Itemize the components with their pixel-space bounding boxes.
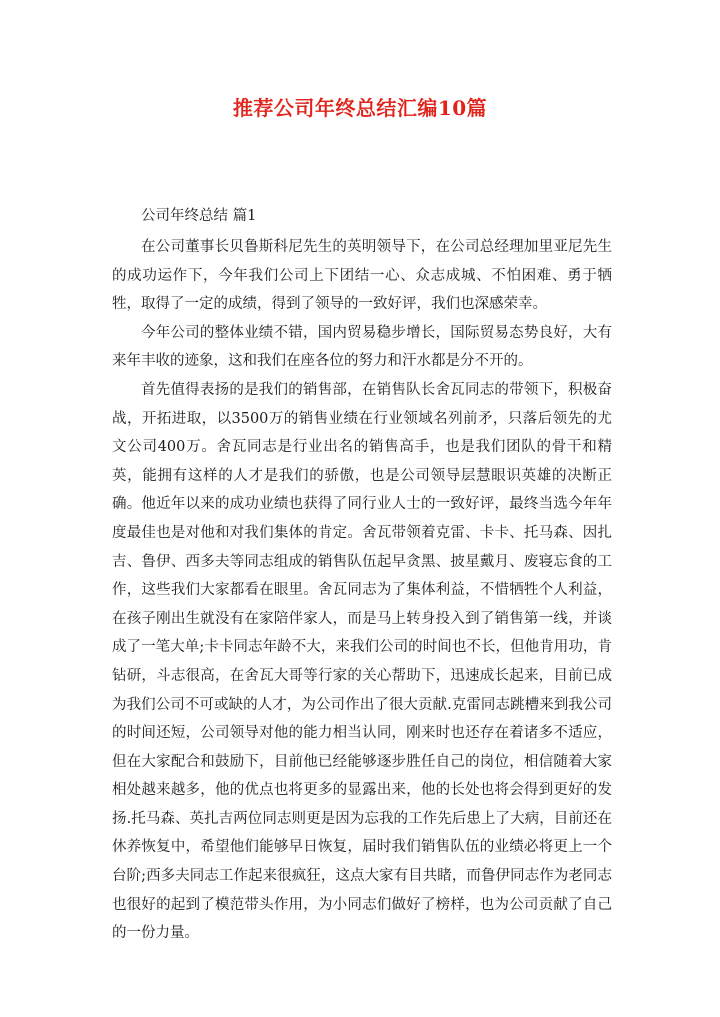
document-title: 推荐公司年终总结汇编10篇 xyxy=(232,96,488,120)
document-body xyxy=(112,233,612,948)
section-heading: 公司年终总结 篇1 xyxy=(141,208,257,224)
paragraph: 今年公司的整体业绩不错，国内贸易稳步增长，国际贸易态势良好，大有来年丰收的迹象，这和我们在座各位的努力和汗水都是分不开的。 xyxy=(112,324,612,370)
paragraph: 在公司董事长贝鲁斯科尼先生的英明领导下，在公司总经理加里亚尼先生的成功运作下，今年我们公司上下团结一心、众志成城、不怕困难、勇于牺牲，取得了一定的成绩，得到了领导的一致好评，我们也深感荣幸。 xyxy=(112,239,612,313)
paragraph: 首先值得表扬的是我们的销售部，在销售队长舍瓦同志的带领下，积极奋战，开拓进取，以3500万的销售业绩在行业领域名列前矛，只落后领先的尤文公司400万。舍瓦同志是行业出名的销售高手，也是我们团队的骨干和精英，能拥有这样的人才是我们的骄傲，也是公司领导层慧眼识英雄的决断正确。他近年以来的成功业绩也获得了同行业人士的一致好评，最终当选今年年度最佳也是对他和对我们集体的肯定。舍瓦带领着克雷、卡卡、托马森、因扎吉、鲁伊、西多夫等同志组成的销售队伍起早贪黑、披星戴月、废寝忘食的工作，这些我们大家都看在眼里。舍瓦同志为了集体利益，不惜牺牲个人利益，在孩子刚出生就没有在家陪伴家人，而是马上转身投入到了销售第一线，并谈成了一笔大单;卡卡同志年龄不大，来我们公司的时间也不长，但他肯用功，肯钻研，斗志很高，在舍瓦大哥等行家的关心帮助下，迅速成长起来，目前已成为我们公司不可或缺的人才，为公司作出了很大贡献.克雷同志跳槽来到我公司的时间还短，公司领导对他的能力相当认同，刚来时也还存在着诸多不适应，但在大家配合和鼓励下，目前他已经能够逐步胜任自己的岗位，相信随着大家相处越来越多，他的优点也将更多的显露出来，他的长处也将会得到更好的发扬.托马森、英扎吉两位同志则更是因为忘我的工作先后患上了大病，目前还在休养恢复中，希望他们能够早日恢复，届时我们销售队伍的业绩必将更上一个台阶;西多夫同志工作起来很疯狂，这点大家有目共睹，而鲁伊同志作为老同志也很好的起到了模范带头作用，为小同志们做好了榜样，也为公司贡献了自己的一份力量。 xyxy=(112,381,612,942)
